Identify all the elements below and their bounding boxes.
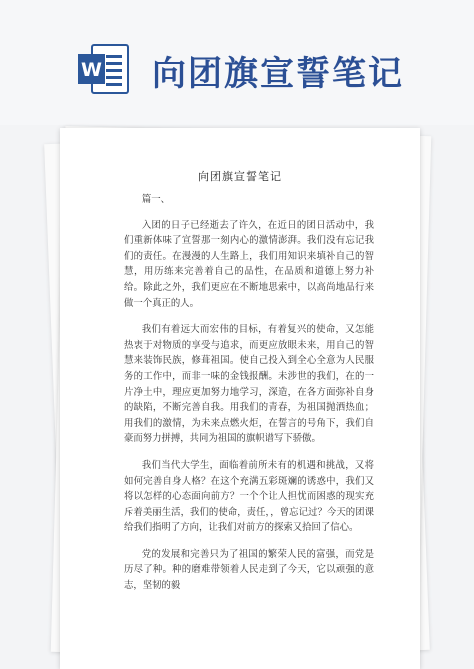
word-logo-letter: W (81, 59, 102, 81)
paragraph: 我们当代大学生，面临着前所未有的机遇和挑战，又将如何完善自身人格？在这个充满五彩斑斓的诱惑中，我们又将以怎样的心态面向前方？一个个让人担忧而困惑的现实充斥着美丽生活，我们的使命，责任，，曾忘记过？今天的团课给我们指明了方向，让我们对前方的探索又拾回了信心。 (124, 459, 374, 534)
document-title: 向团旗宣誓笔记 (198, 170, 282, 183)
document-body (124, 192, 374, 605)
section-label: 篇一、 (141, 194, 170, 205)
document-page (60, 128, 420, 669)
word-app-icon (76, 41, 132, 97)
paragraph: 我们有着远大而宏伟的目标，有着复兴的使命，又怎能热衷于对物质的享受与追求，而更应放眼未来，用自己的智慧来装饰民族，修葺祖国。使自己投入到全心全意为人民服务的工作中，而非一味的金钱报酬。未涉世的我们，在的一片净土中，理应更加努力地学习，深造，在各方面弥补自身的缺陷，不断完善自我。用我们的青春，为祖国抛洒热血；用我们的激情，为未来点燃火炬，在誓言的号角下，我们自豪而努力拼搏，共同为祖国的旗帜谱写下骄傲。 (124, 324, 374, 445)
banner-title: 向团旗宣誓笔记 (152, 54, 404, 94)
header-banner (0, 0, 474, 125)
paragraph: 党的发展和完善只为了祖国的繁荣人民的富强，而党是历尽了种。种的磨难带领着人民走到了今天，它以顽强的意志，坚韧的毅 (124, 548, 374, 592)
paragraph: 入团的日子已经逝去了许久，在近日的团日活动中，我们重新体味了宣誓那一刻内心的激情澎湃。我们没有忘记我们的责任。在漫漫的人生路上，我们用知识来填补自己的智慧，用历练来完善着自己的品性，在品质和道德上努力补给。除此之外，我们更应在不断地思索中，以高尚地品行来做一个真正的人。 (124, 219, 374, 309)
